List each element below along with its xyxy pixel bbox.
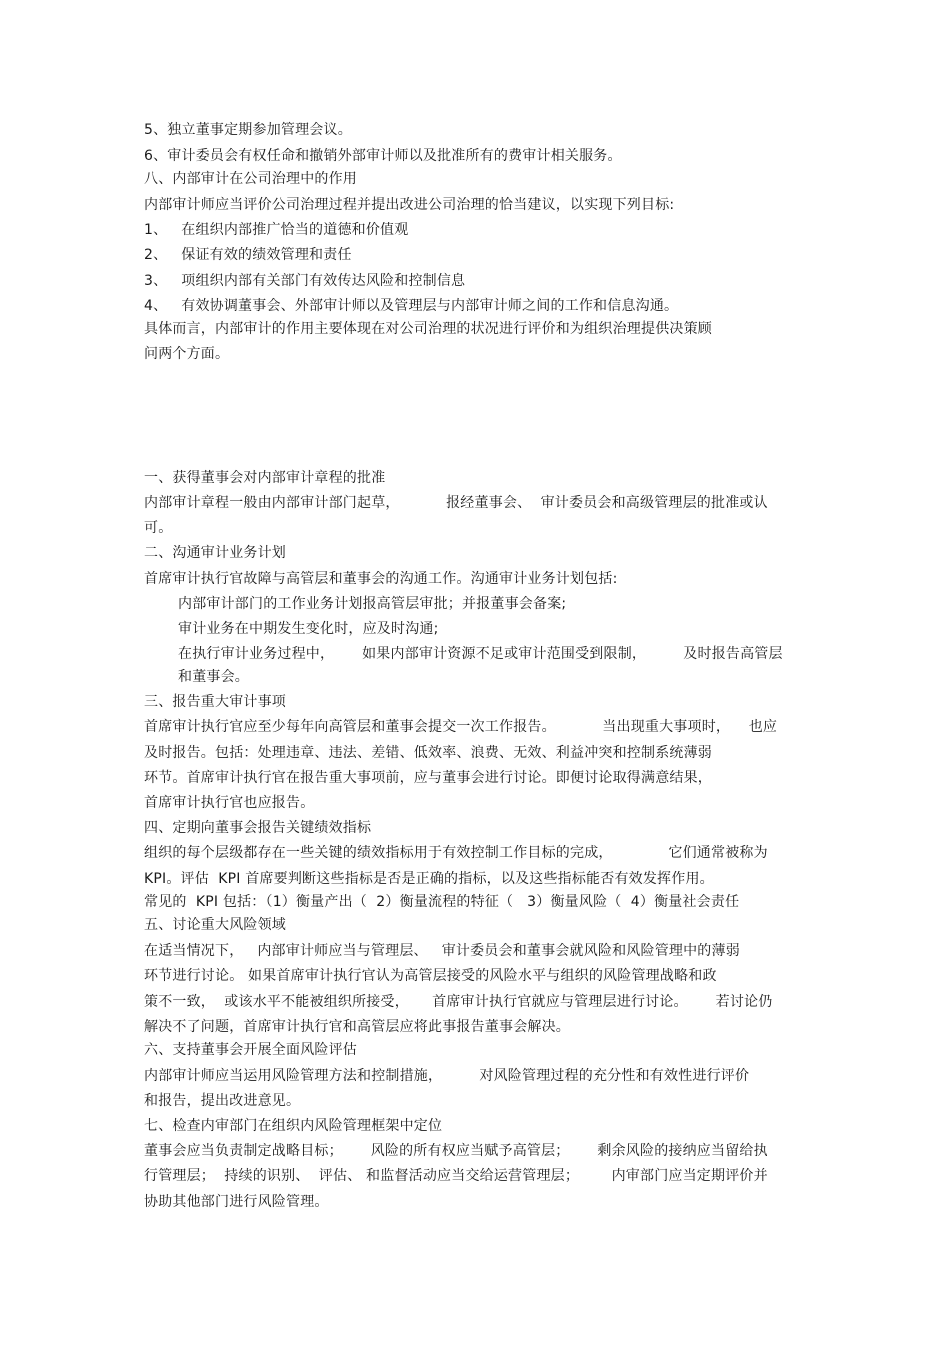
text-line: 解决不了问题，首席审计执行官和高管层应将此事报告董事会解决。 <box>144 1019 570 1035</box>
section-heading: 七、检查内审部门在组织内风险管理框架中定位 <box>144 1118 443 1134</box>
section-heading: 八、内部审计在公司治理中的作用 <box>144 171 357 187</box>
text-line: 可。 <box>144 520 173 536</box>
list-item: 4、 有效协调董事会、外部审计师以及管理层与内部审计师之间的工作和信息沟通。 <box>144 298 679 314</box>
list-item: 和董事会。 <box>178 669 249 685</box>
list-item: 审计业务在中期发生变化时，应及时沟通; <box>178 621 439 637</box>
text-line: 董事会应当负责制定战略目标； 风险的所有权应当赋予高管层； 剩余风险的接纳应当留给执 <box>144 1143 768 1159</box>
text-line: 5、独立董事定期参加管理会议。 <box>144 122 352 138</box>
text-line: 首席审计执行官故障与高管层和董事会的沟通工作。沟通审计业务计划包括: <box>144 571 618 587</box>
text-line: 内部审计师应当运用风险管理方法和控制措施， 对风险管理过程的充分性和有效性进行评价 <box>144 1068 750 1084</box>
list-item: 在执行审计业务过程中， 如果内部审计资源不足或审计范围受到限制， 及时报告高管层 <box>178 646 783 662</box>
text-line: 组织的每个层级都存在一些关键的绩效指标用于有效控制工作目标的完成， 它们通常被称为 <box>144 845 768 861</box>
section-heading: 四、定期向董事会报告关键绩效指标 <box>144 820 372 836</box>
list-item: 3、 项组织内部有关部门有效传达风险和控制信息 <box>144 273 466 289</box>
text-line: 在适当情况下， 内部审计师应当与管理层、 审计委员会和董事会就风险和风险管理中的薄弱 <box>144 943 740 959</box>
section-heading: 一、获得董事会对内部审计章程的批准 <box>144 470 386 486</box>
text-line: 策不一致， 或该水平不能被组织所接受， 首席审计执行官就应与管理层进行讨论。 若讨论仍 <box>144 994 773 1010</box>
text-line: 环节进行讨论。 如果首席审计执行官认为高管层接受的风险水平与组织的风险管理战略和政 <box>144 968 717 984</box>
section-heading: 六、支持董事会开展全面风险评估 <box>144 1042 357 1058</box>
text-line: 和报告，提出改进意见。 <box>144 1093 301 1109</box>
text-line: 内部审计章程一般由内部审计部门起草， 报经董事会、 审计委员会和高级管理层的批准或认 <box>144 495 768 511</box>
text-line: 协助其他部门进行风险管理。 <box>144 1194 329 1210</box>
text-line: 6、审计委员会有权任命和撤销外部审计师以及批准所有的费审计相关服务。 <box>144 148 622 164</box>
text-line: 及时报告。包括：处理违章、违法、差错、低效率、浪费、无效、利益冲突和控制系统薄弱 <box>144 745 712 761</box>
list-item: 1、 在组织内部推广恰当的道德和价值观 <box>144 222 409 238</box>
text-line: 首席审计执行官应至少每年向高管层和董事会提交一次工作报告。 当出现重大事项时， 也应 <box>144 719 778 735</box>
list-item: 内部审计部门的工作业务计划报高管层审批；并报董事会备案; <box>178 596 567 612</box>
text-line: 常见的 KPI 包括：（1）衡量产出（ 2）衡量流程的特征（ 3）衡量风险（ 4）衡量社会责任 <box>144 894 740 910</box>
text-line: 内部审计师应当评价公司治理过程并提出改进公司治理的恰当建议，以实现下列目标: <box>144 197 675 213</box>
text-line: 具体而言，内部审计的作用主要体现在对公司治理的状况进行评价和为组织治理提供决策顾 <box>144 321 712 337</box>
text-line: KPI。评估 KPI 首席要判断这些指标是否是正确的指标，以及这些指标能否有效发挥作用。 <box>144 871 714 887</box>
text-line: 问两个方面。 <box>144 346 230 362</box>
text-line: 首席审计执行官也应报告。 <box>144 795 315 811</box>
section-heading: 五、讨论重大风险领域 <box>144 917 286 933</box>
text-line: 环节。首席审计执行官在报告重大事项前，应与董事会进行讨论。即便讨论取得满意结果， <box>144 770 712 786</box>
section-heading: 二、沟通审计业务计划 <box>144 545 286 561</box>
list-item: 2、 保证有效的绩效管理和责任 <box>144 247 352 263</box>
text-line: 行管理层； 持续的识别、 评估、 和监督活动应当交给运营管理层； 内审部门应当定期评价并 <box>144 1168 768 1184</box>
section-heading: 三、报告重大审计事项 <box>144 694 286 710</box>
